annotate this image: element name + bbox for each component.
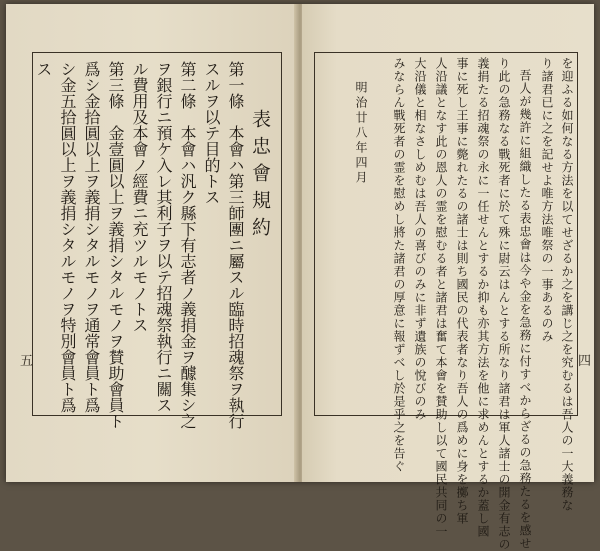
rule-column-2: スルヲ以テ目的トス xyxy=(202,61,221,205)
text-column-1: を迎ふる如何なる方法を以てせざるか之を講じ之を究むるは吾人の一大義務な xyxy=(560,57,574,512)
left-page-frame xyxy=(32,52,282,429)
rule-column-6: 第三條 金壹圓以上ヲ義捐シタルモノヲ賛助會員ト xyxy=(106,61,125,429)
text-column-7: 人沿議となす此の恩人の霊を慰むる者と諸君は奮て本會を賛助し以て國民共同の一 xyxy=(434,57,448,538)
text-column-6: 事に死し王事に斃れたるの諸士は則ち國民の代表者なり吾人の爲めに身を擲ち軍 xyxy=(455,57,469,525)
rule-column-3: 第二條 本會ハ汎ク縣下有志者ノ義捐金ヲ醵集シ之 xyxy=(178,61,197,429)
text-column-9: みならん戰死者の霊を慰めし將た諸君の厚意に報ずべし於是乎之を告ぐ xyxy=(392,57,406,473)
text-column-3: 吾人が幾許に組織したる表忠會は今や金を急務に付すべからざるの急務たるを感せ xyxy=(518,69,532,550)
text-column-2: り諸君已に之を記せよ唯方法唯祭の一事あるのみ xyxy=(540,57,554,343)
text-column-8: 大沿儀と相なさしめむは吾人の喜びのみに非ず遺族の悅びのみ xyxy=(413,57,427,421)
rules-title: 表忠會規約 xyxy=(249,109,271,244)
left-page-number: 五 xyxy=(20,354,34,369)
book-spread xyxy=(6,4,594,551)
right-page-number: 四 xyxy=(578,354,592,369)
date-line: 明治廿八年四月 xyxy=(354,81,368,186)
text-column-5: 義捐たる招魂祭の永に一任せんとするか抑も亦其方法を他に求めんとするか蓋し國 xyxy=(476,57,490,538)
text-column-4: り此の急務なる戰死者に於て殊に尉云はんとする所なり諸君は軍人諸士の開金有志の xyxy=(497,57,511,551)
rule-column-9: ス xyxy=(34,61,53,77)
rule-column-5: ル費用及本會ノ經費ニ充ツルモノトス xyxy=(130,61,149,333)
rule-column-8: シ金五拾圓以上ヲ義捐シタルモノヲ特別會員ト爲 xyxy=(58,61,77,413)
rule-column-7: 爲シ金拾圓以上ヲ義捐シタルモノヲ通常會員ト爲 xyxy=(82,61,101,413)
rule-column-1: 第一條 本會ハ第三師團ニ屬スル臨時招魂祭ヲ執行 xyxy=(226,61,245,429)
right-page xyxy=(302,4,594,551)
right-page-frame xyxy=(314,52,578,551)
rule-column-4: ヲ銀行ニ預ケ入レ其利子ヲ以テ招魂祭執行ニ關ス xyxy=(154,61,173,413)
left-page xyxy=(6,4,298,482)
